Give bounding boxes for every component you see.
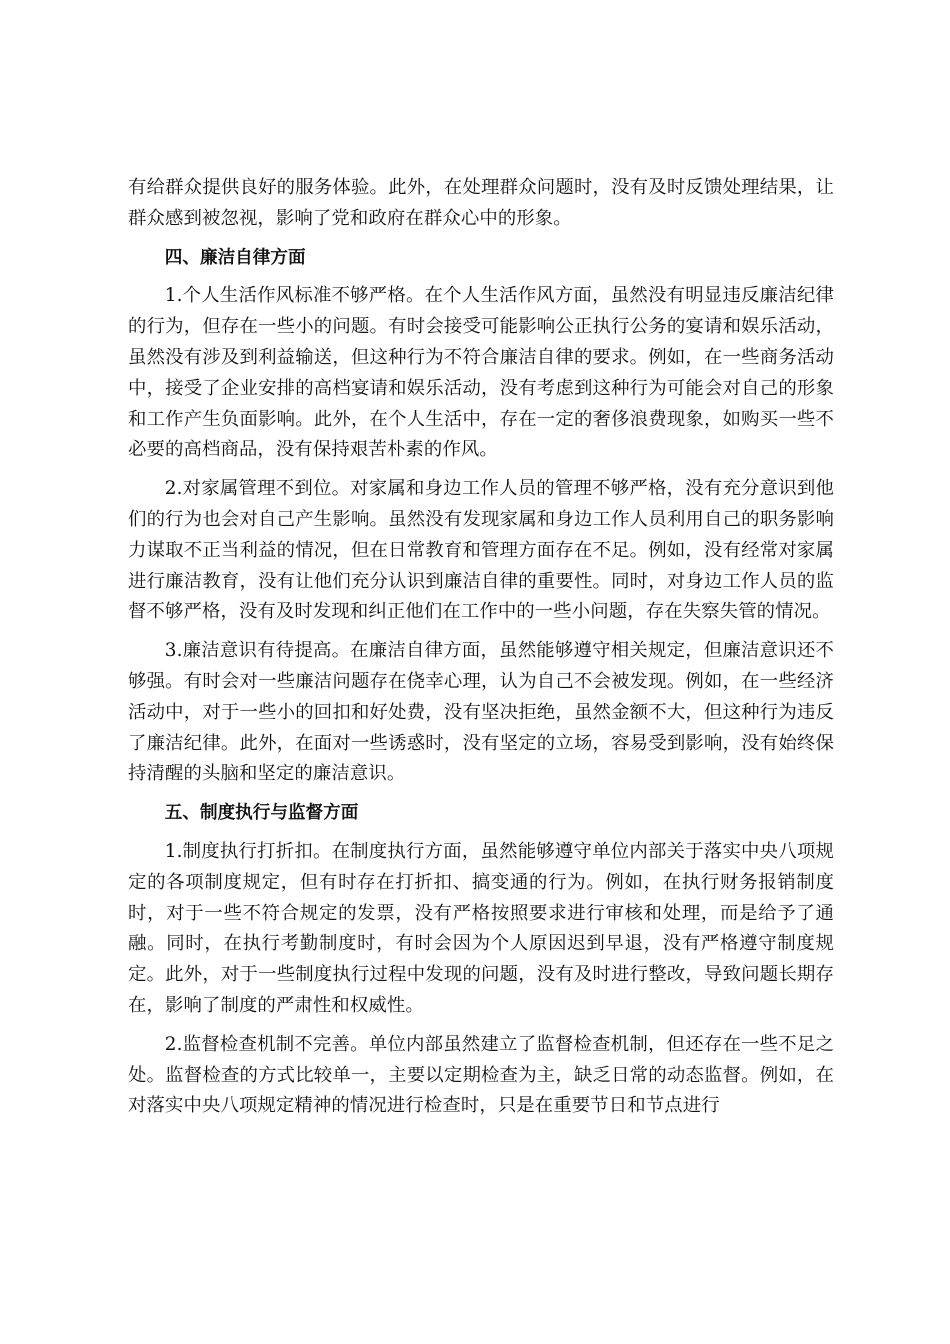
section-heading-system-supervision: 五、制度执行与监督方面 [164, 803, 359, 824]
paragraph-continuation: 有给群众提供良好的服务体验。此外，在处理群众问题时，没有及时反馈处理结果，让群众感到被忽视，影响了党和政府在群众心中的形象。 [128, 177, 834, 229]
document-body [128, 173, 834, 1122]
paragraph-system-execution: 1.制度执行打折扣。在制度执行方面，虽然能够遵守单位内部关于落实中央八项规定的各项制度规定，但有时存在打折扣、搞变通的行为。例如，在执行财务报销制度时，对于一些不符合规定的发票，没有严格按照要求进行审核和处理，而是给予了通融。同时，在执行考勤制度时，有时会因为个人原因迟到早退，没有严格遵守制度规定。此外，对于一些制度执行过程中发现的问题，没有及时进行整改，导致问题长期存在，影响了制度的严肃性和权威性。 [128, 840, 834, 1016]
paragraph-supervision-mechanism: 2.监督检查机制不完善。单位内部虽然建立了监督检查机制，但还存在一些不足之处。监督检查的方式比较单一，主要以定期检查为主，缺乏日常的动态监督。例如，在对落实中央八项规定精神的情况进行检查时，只是在重要节日和节点进行 [128, 1033, 834, 1117]
section-heading-integrity: 四、廉洁自律方面 [164, 247, 306, 268]
paragraph-lifestyle: 1.个人生活作风标准不够严格。在个人生活作风方面，虽然没有明显违反廉洁纪律的行为，但存在一些小的问题。有时会接受可能影响公正执行公务的宴请和娱乐活动，虽然没有涉及到利益输送，但这种行为不符合廉洁自律的要求。例如，在一些商务活动中，接受了企业安排的高档宴请和娱乐活动，没有考虑到这种行为可能会对自己的形象和工作产生负面影响。此外，在个人生活中，存在一定的奢侈浪费现象，如购买一些不必要的高档商品，没有保持艰苦朴素的作风。 [128, 285, 834, 461]
paragraph-family-management: 2.对家属管理不到位。对家属和身边工作人员的管理不够严格，没有充分意识到他们的行为也会对自己产生影响。虽然没有发现家属和身边工作人员利用自己的职务影响力谋取不正当利益的情况，但在日常教育和管理方面存在不足。例如，没有经常对家属进行廉洁教育，没有让他们充分认识到廉洁自律的重要性。同时，对身边工作人员的监督不够严格，没有及时发现和纠正他们在工作中的一些小问题，存在失察失管的情况。 [128, 478, 834, 623]
paragraph-integrity-awareness: 3.廉洁意识有待提高。在廉洁自律方面，虽然能够遵守相关规定，但廉洁意识还不够强。有时会对一些廉洁问题存在侥幸心理，认为自己不会被发现。例如，在一些经济活动中，对于一些小的回扣和好处费，没有坚决拒绝，虽然金额不大，但这种行为违反了廉洁纪律。此外，在面对一些诱惑时，没有坚定的立场，容易受到影响，没有始终保持清醒的头脑和坚定的廉洁意识。 [128, 640, 834, 785]
